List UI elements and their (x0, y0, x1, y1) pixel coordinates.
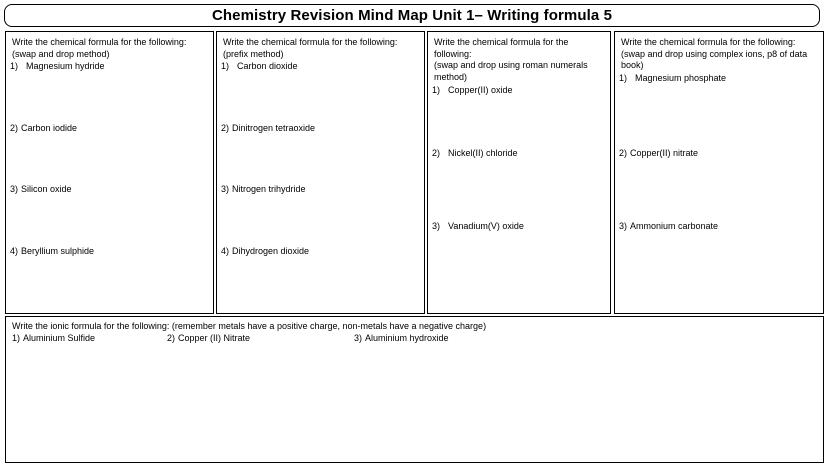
question-number: 2) (619, 148, 628, 158)
title-banner (4, 4, 820, 27)
question-number: 2) (10, 123, 19, 133)
panel-ionic-formula (5, 316, 824, 463)
question-text: Nitrogen trihydride (232, 184, 306, 194)
question-text: Magnesium phosphate (635, 73, 727, 83)
question-number: 4) (221, 246, 230, 256)
question-item (354, 333, 449, 344)
question-text: Aluminium hydroxide (365, 333, 449, 343)
question-text: Dihydrogen dioxide (232, 246, 310, 256)
question-text: Carbon dioxide (237, 61, 298, 71)
question-text: Vanadium(V) oxide (448, 221, 524, 231)
question-item (432, 148, 518, 159)
question-text: Ammonium carbonate (630, 221, 719, 231)
question-number: 3) (221, 184, 230, 194)
question-item (619, 148, 698, 159)
question-item (167, 333, 250, 344)
panel-heading: Write the chemical formula for the following: (prefix method) (223, 37, 398, 59)
panel-prefix-method (216, 31, 425, 314)
panel-heading: Write the chemical formula for the following: (swap and drop method) (12, 37, 187, 59)
panel-heading: Write the chemical formula for the following: (swap and drop using complex ions, p8 of data book) (621, 37, 808, 70)
question-item (221, 184, 306, 195)
panel-swap-and-drop (5, 31, 214, 314)
question-text: Carbon iodide (21, 123, 78, 133)
question-number: 1) (432, 85, 441, 95)
question-number: 1) (221, 61, 230, 71)
question-text: Nickel(II) chloride (448, 148, 518, 158)
question-item (10, 61, 105, 72)
question-item (12, 333, 95, 344)
question-item (432, 85, 513, 96)
question-item (432, 221, 524, 232)
question-item (221, 246, 309, 257)
question-number: 1) (619, 73, 628, 83)
question-number: 2) (221, 123, 230, 133)
question-text: Magnesium hydride (26, 61, 105, 71)
question-item (10, 123, 77, 134)
question-number: 1) (10, 61, 19, 71)
question-number: 3) (432, 221, 441, 231)
panel-heading: Write the chemical formula for the following: (swap and drop using roman numerals method) (434, 37, 588, 82)
page-title: Chemistry Revision Mind Map Unit 1– Writing formula 5 (211, 7, 613, 24)
question-item (619, 221, 718, 232)
panel-complex-ions (614, 31, 824, 314)
question-text: Copper(II) oxide (448, 85, 513, 95)
question-number: 3) (619, 221, 628, 231)
question-item (10, 184, 72, 195)
question-text: Dinitrogen tetraoxide (232, 123, 316, 133)
question-text: Aluminium Sulfide (23, 333, 96, 343)
question-text: Silicon oxide (21, 184, 72, 194)
question-item (221, 61, 298, 72)
panel-roman-numerals (427, 31, 611, 314)
panel-heading: Write the ionic formula for the following: (remember metals have a positive charge, non-metals have a negative charge) (12, 321, 487, 331)
question-text: Copper (II) Nitrate (178, 333, 251, 343)
question-number: 2) (432, 148, 441, 158)
question-text: Beryllium sulphide (21, 246, 95, 256)
question-item (10, 246, 94, 257)
question-text: Copper(II) nitrate (630, 148, 699, 158)
question-number: 1) (12, 333, 21, 343)
question-item (221, 123, 315, 134)
question-number: 4) (10, 246, 19, 256)
question-item (619, 73, 726, 84)
question-number: 2) (167, 333, 176, 343)
question-number: 3) (10, 184, 19, 194)
question-number: 3) (354, 333, 363, 343)
